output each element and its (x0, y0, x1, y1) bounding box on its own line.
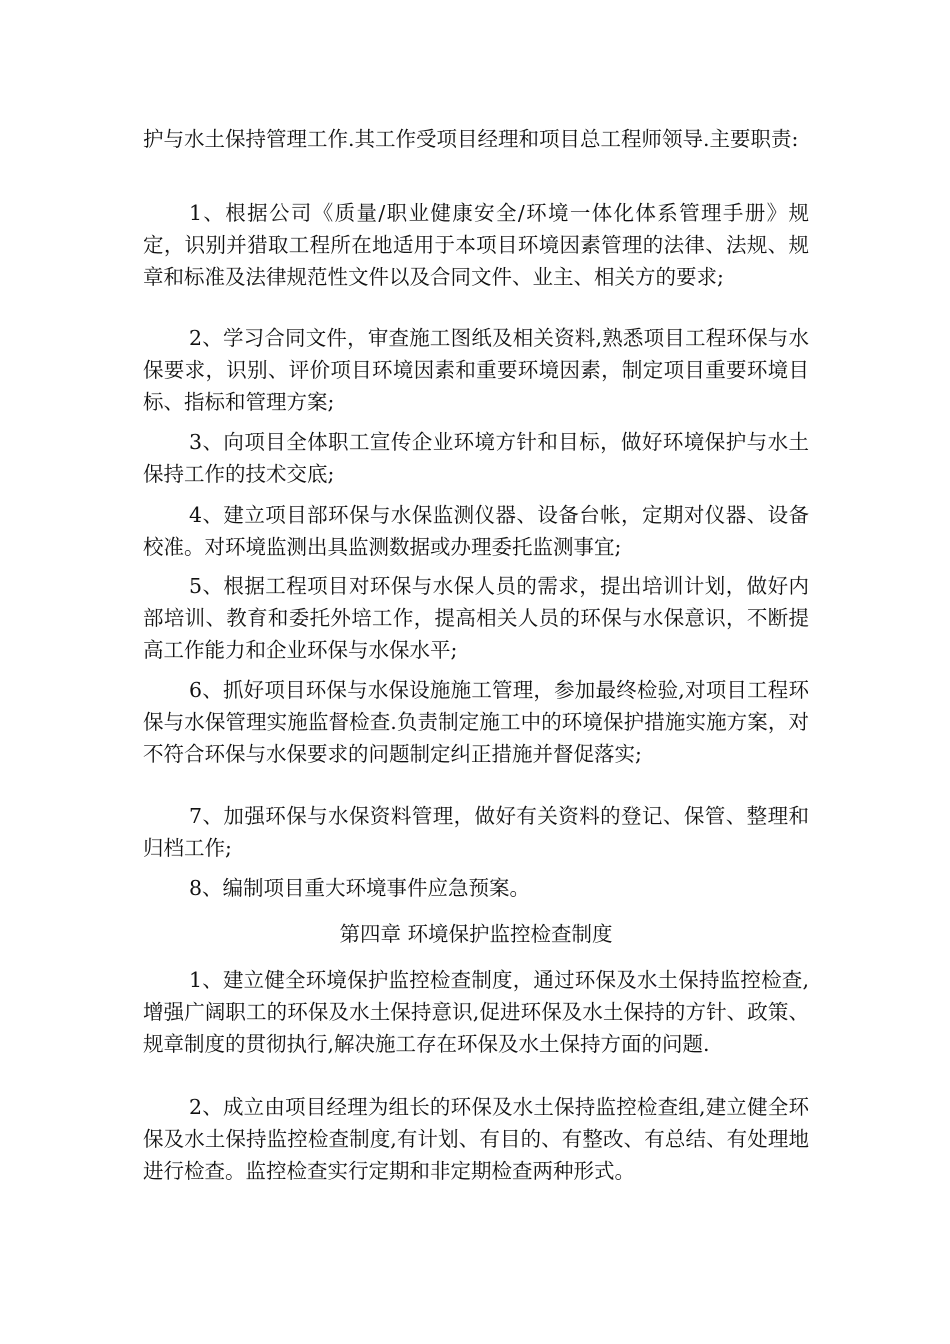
paragraph-chapter-2: 2、成立由项目经理为组长的环保及水土保持监控检查组,建立健全环保及水土保持监控检查制度,有计划、有目的、有整改、有总结、有处理地进行检查。监控检查实行定期和非定期检查两种形式。 (143, 1095, 809, 1183)
paragraph-chapter-1: 1、建立健全环境保护监控检查制度，通过环保及水土保持监控检查,增强广阔职工的环保及水土保持意识,促进环保及水土保持的方针、政策、规章制度的贯彻执行,解决施工存在环保及水土保持方面的问题. (143, 968, 809, 1056)
paragraph-duty-6: 6、抓好项目环保与水保设施施工管理，参加最终检验,对项目工程环保与水保管理实施监督检查.负责制定施工中的环境保护措施实施方案，对不符合环保与水保要求的问题制定纠正措施并督促落实; (143, 678, 809, 766)
paragraph-duty-8: 8、编制项目重大环境事件应急预案。 (189, 876, 531, 900)
paragraph-duty-1: 1、根据公司《质量/职业健康安全/环境一体化体系管理手册》规定，识别并猎取工程所在地适用于本项目环境因素管理的法律、法规、规章和标准及法律规范性文件以及合同文件、业主、相关方的要求; (143, 201, 809, 289)
paragraph-intro: 护与水土保持管理工作.其工作受项目经理和项目总工程师领导.主要职责: (143, 127, 799, 151)
paragraph-duty-2: 2、学习合同文件，审查施工图纸及相关资料,熟悉项目工程环保与水保要求，识别、评价项目环境因素和重要环境因素，制定项目重要环境目标、指标和管理方案; (143, 326, 809, 414)
chapter-heading: 第四章 环境保护监控检查制度 (339, 922, 613, 946)
paragraph-duty-7: 7、加强环保与水保资料管理，做好有关资料的登记、保管、整理和归档工作; (143, 804, 809, 860)
paragraph-duty-3: 3、向项目全体职工宣传企业环境方针和目标，做好环境保护与水土保持工作的技术交底; (143, 430, 809, 486)
paragraph-duty-4: 4、建立项目部环保与水保监测仪器、设备台帐，定期对仪器、设备校准。对环境监测出具监测数据或办理委托监测事宜; (143, 503, 809, 559)
paragraph-duty-5: 5、根据工程项目对环保与水保人员的需求，提出培训计划，做好内部培训、教育和委托外培工作，提高相关人员的环保与水保意识，不断提高工作能力和企业环保与水保水平; (143, 574, 809, 662)
